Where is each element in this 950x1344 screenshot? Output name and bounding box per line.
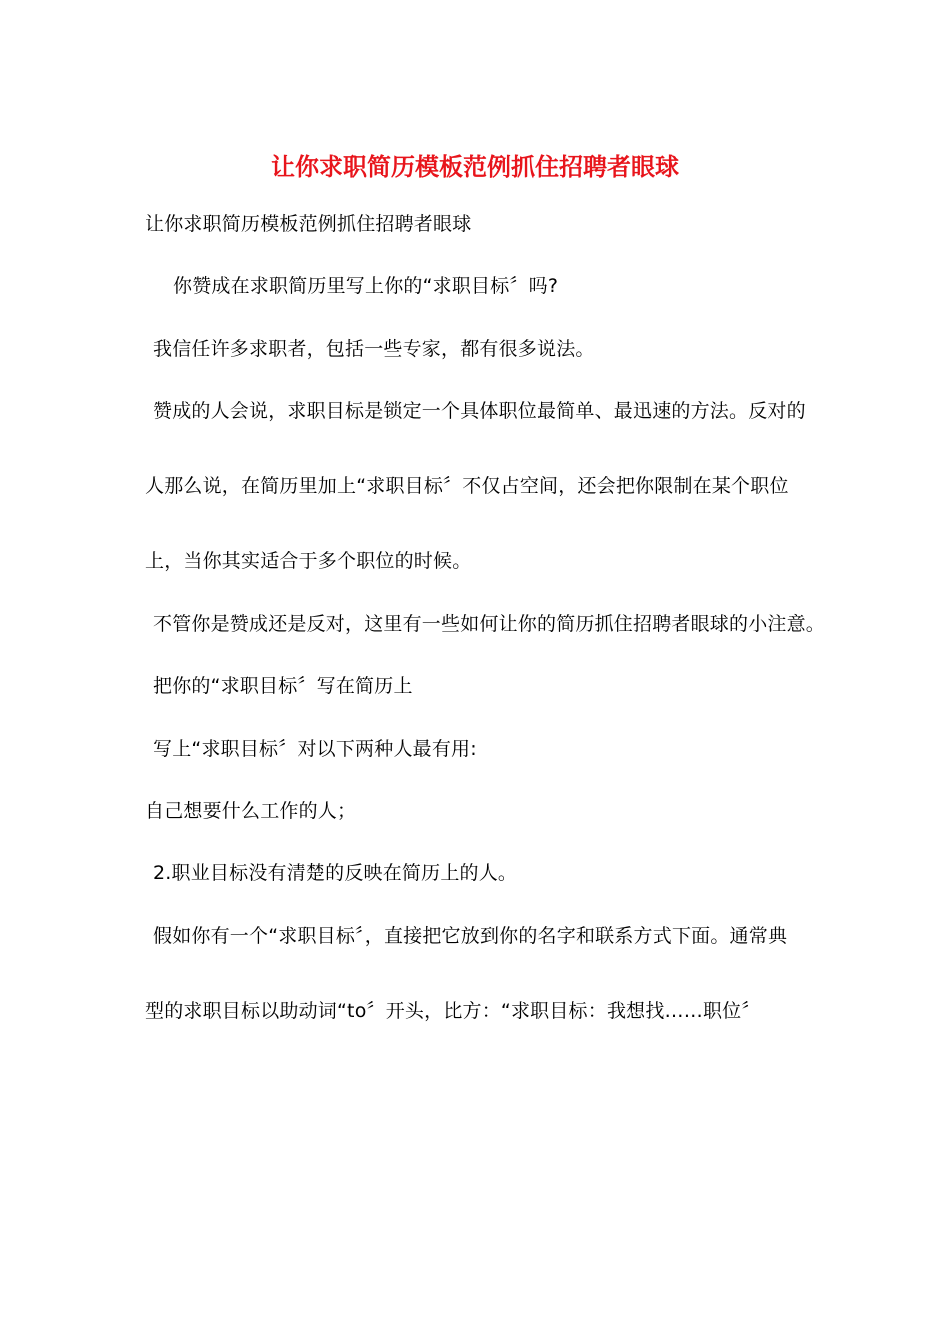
body-line: 自己想要什么工作的人；	[145, 800, 357, 822]
body-line: 不管你是赞成还是反对，这里有一些如何让你的简历抓住招聘者眼球的小注意。	[153, 613, 826, 635]
body-line: 写上“求职目标〞对以下两种人最有用:	[153, 738, 477, 760]
body-line: 2.职业目标没有清楚的反映在简历上的人。	[153, 862, 518, 884]
body-line: 赞成的人会说，求职目标是锁定一个具体职位最简单、最迅速的方法。反对的	[153, 400, 806, 422]
body-line: 上，当你其实适合于多个职位的时候。	[145, 550, 472, 572]
body-line: 你赞成在求职简历里写上你的“求职目标〞吗?	[173, 275, 559, 297]
body-line: 型的求职目标以助动词“to〞开头，比方：“求职目标：我想找……职位〞	[145, 1000, 761, 1022]
body-line: 把你的“求职目标〞写在简历上	[153, 675, 413, 697]
document-title: 让你求职简历模板范例抓住招聘者眼球	[271, 152, 679, 181]
body-line: 假如你有一个“求职目标〞，直接把它放到你的名字和联系方式下面。通常典	[153, 925, 788, 947]
body-line: 我信任许多求职者，包括一些专家，都有很多说法。	[153, 338, 595, 360]
body-line: 人那么说，在简历里加上“求职目标〞不仅占空间，还会把你限制在某个职位	[145, 475, 789, 497]
subtitle-line: 让你求职简历模板范例抓住招聘者眼球	[145, 213, 472, 235]
